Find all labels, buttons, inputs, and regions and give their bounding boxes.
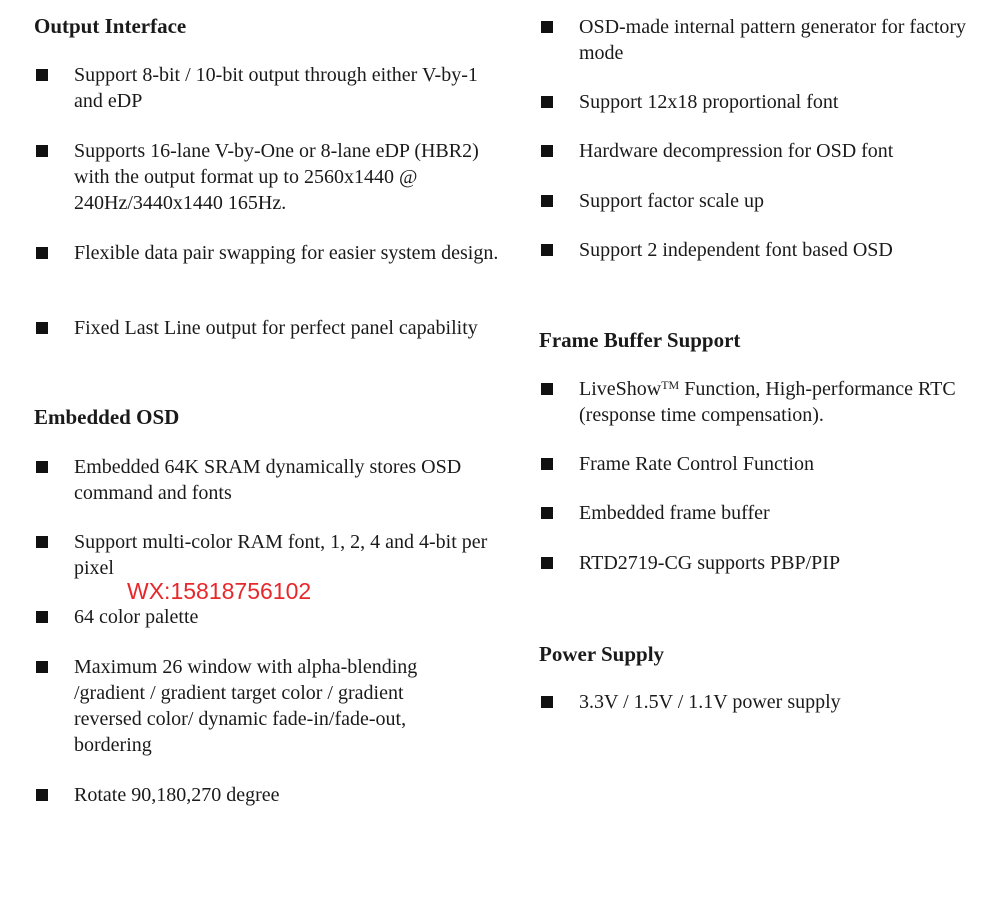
liveshow-description: Function, High-performance RTC (response time compensation). bbox=[579, 378, 956, 426]
list-item-text: Rotate 90,180,270 degree bbox=[74, 784, 280, 806]
output-interface-heading: Output Interface bbox=[34, 14, 187, 38]
list-item bbox=[34, 529, 504, 581]
power-supply-heading: Power Supply bbox=[539, 642, 665, 666]
bullet-square-icon bbox=[36, 789, 48, 801]
list-item-text: Support multi-color RAM font, 1, 2, 4 and 4-bit per pixel bbox=[74, 531, 488, 579]
embedded-osd-heading: Embedded OSD bbox=[34, 405, 180, 429]
bullet-square-icon bbox=[541, 244, 553, 256]
list-item bbox=[34, 454, 504, 506]
list-item bbox=[539, 237, 979, 263]
list-item bbox=[34, 62, 504, 114]
list-item bbox=[539, 89, 979, 115]
list-item-text: 64 color palette bbox=[74, 606, 199, 628]
list-item bbox=[539, 550, 979, 576]
list-item-text: Embedded frame buffer bbox=[579, 502, 770, 524]
list-item bbox=[34, 138, 504, 216]
bullet-square-icon bbox=[541, 458, 553, 470]
bullet-square-icon bbox=[541, 557, 553, 569]
bullet-square-icon bbox=[36, 611, 48, 623]
bullet-square-icon bbox=[541, 195, 553, 207]
bullet-square-icon bbox=[36, 69, 48, 81]
bullet-square-icon bbox=[36, 247, 48, 259]
list-item bbox=[539, 14, 979, 66]
list-item-text: RTD2719-CG supports PBP/PIP bbox=[579, 552, 841, 574]
bullet-square-icon bbox=[36, 461, 48, 473]
bullet-square-icon bbox=[36, 145, 48, 157]
list-item-text: Hardware decompression for OSD font bbox=[579, 140, 894, 162]
list-item bbox=[34, 315, 504, 341]
list-item bbox=[34, 240, 504, 266]
list-item-text: Embedded 64K SRAM dynamically stores OSD command and fonts bbox=[74, 456, 462, 504]
bullet-square-icon bbox=[36, 322, 48, 334]
bullet-square-icon bbox=[36, 536, 48, 548]
list-item bbox=[539, 138, 979, 164]
list-item bbox=[34, 604, 504, 630]
list-item-text: Support 8-bit / 10-bit output through either V-by-1 and eDP bbox=[74, 64, 478, 112]
list-item-text: Fixed Last Line output for perfect panel capability bbox=[74, 317, 478, 339]
list-item bbox=[539, 689, 979, 715]
frame-buffer-heading: Frame Buffer Support bbox=[539, 328, 741, 352]
watermark-text: WX:15818756102 bbox=[127, 578, 312, 604]
list-item-text: 3.3V / 1.5V / 1.1V power supply bbox=[579, 691, 841, 713]
bullet-square-icon bbox=[541, 96, 553, 108]
list-item bbox=[34, 782, 504, 808]
list-item-text: Support factor scale up bbox=[579, 190, 764, 212]
list-item bbox=[539, 500, 979, 526]
list-item-text: Support 12x18 proportional font bbox=[579, 91, 839, 113]
bullet-square-icon bbox=[541, 383, 553, 395]
list-item-text: Supports 16-lane V-by-One or 8-lane eDP (HBR2) with the output format up to 2560x1440 @ 240Hz/3440x1440 165Hz. bbox=[74, 140, 479, 214]
list-item bbox=[34, 654, 504, 758]
list-item bbox=[539, 188, 979, 214]
bullet-square-icon bbox=[541, 145, 553, 157]
bullet-square-icon bbox=[541, 696, 553, 708]
list-item-text: OSD-made internal pattern generator for factory mode bbox=[579, 16, 967, 64]
list-item-text bbox=[579, 376, 979, 428]
bullet-square-icon bbox=[541, 21, 553, 33]
liveshow-label: LiveShow bbox=[579, 378, 662, 400]
bullet-square-icon bbox=[541, 507, 553, 519]
list-item-text: Frame Rate Control Function bbox=[579, 453, 814, 475]
list-item-text: Flexible data pair swapping for easier system design. bbox=[74, 242, 499, 264]
trademark-superscript: TM bbox=[661, 378, 680, 392]
bullet-square-icon bbox=[36, 661, 48, 673]
list-item bbox=[539, 451, 979, 477]
list-item-text: Maximum 26 window with alpha-blending /gradient / gradient target color / gradient reversed color/ dynamic fade-in/fade-out, bordering bbox=[74, 656, 418, 756]
list-item-text: Support 2 independent font based OSD bbox=[579, 239, 893, 261]
list-item bbox=[539, 376, 979, 428]
